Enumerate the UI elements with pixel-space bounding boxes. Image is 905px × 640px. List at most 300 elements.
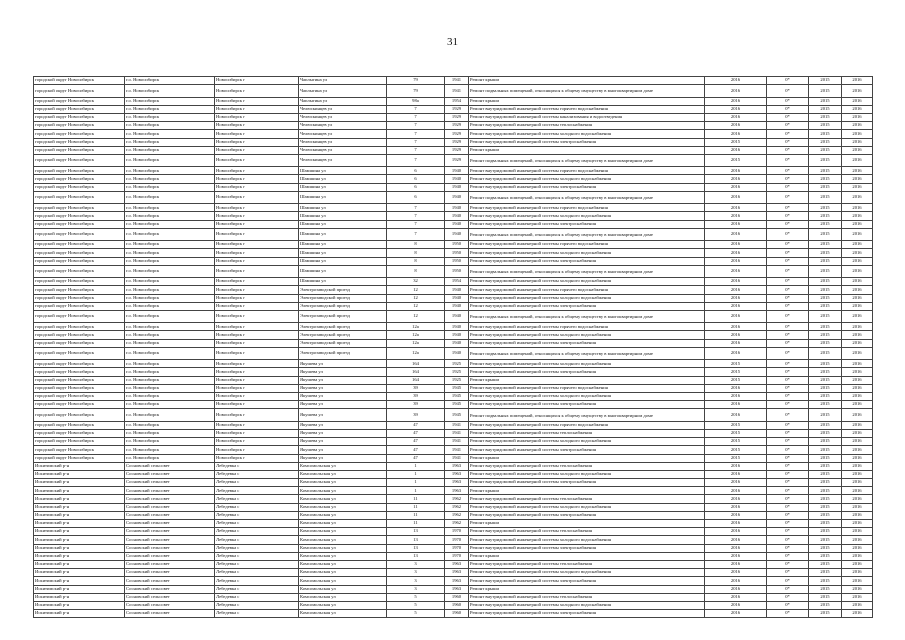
cell-work-type: Ремонт внутридомовой инженерной системы холодного водоснабжения [469, 130, 705, 138]
cell-year-built: 1940 [445, 294, 469, 302]
cell-municipality: Искитимский р-н [34, 544, 125, 552]
cell-year-built: 1954 [445, 97, 469, 105]
cell-work-type: Ремонт внутридомовой инженерной системы теплоснабжения [469, 429, 705, 437]
cell-street: Электрозаводской проезд [299, 286, 387, 294]
cell-street: Шамшина ул [299, 228, 387, 240]
cell-year-min: 0* [767, 77, 809, 85]
cell-house: 1 [387, 479, 445, 487]
cell-year-start: 2016 [705, 257, 767, 265]
cell-year-from: 2015 [809, 446, 842, 454]
cell-year-from: 2015 [809, 479, 842, 487]
cell-municipality: городской округ Новосибирск [34, 175, 125, 183]
cell-house: 7 [387, 204, 445, 212]
cell-year-built: 1940 [445, 347, 469, 359]
cell-year-to: 2016 [842, 113, 873, 121]
cell-settlement-type: г.о. Новосибирск [125, 409, 215, 421]
cell-house: 39 [387, 401, 445, 409]
table-row [34, 610, 873, 618]
cell-year-to: 2016 [842, 577, 873, 585]
cell-year-start: 2016 [705, 97, 767, 105]
cell-house: 79 [387, 77, 445, 85]
cell-year-built: 1970 [445, 552, 469, 560]
cell-house: 7 [387, 228, 445, 240]
cell-year-to: 2016 [842, 479, 873, 487]
cell-year-from: 2015 [809, 294, 842, 302]
table-row [34, 228, 873, 240]
cell-year-to: 2016 [842, 560, 873, 568]
cell-locality: Новосибирск г [215, 384, 299, 392]
cell-year-min: 0* [767, 454, 809, 462]
cell-locality: Новосибирск г [215, 154, 299, 166]
cell-year-start: 2016 [705, 339, 767, 347]
cell-settlement-type: г.о. Новосибирск [125, 429, 215, 437]
table-row [34, 384, 873, 392]
cell-year-built: 1941 [445, 421, 469, 429]
cell-street: Шамшина ул [299, 278, 387, 286]
cell-settlement-type: Сосновский сельсовет [125, 601, 215, 609]
cell-street: Шамшина ул [299, 204, 387, 212]
cell-street: Комсомольская ул [299, 528, 387, 536]
cell-year-from: 2015 [809, 105, 842, 113]
cell-municipality: городской округ Новосибирск [34, 409, 125, 421]
cell-municipality: городской округ Новосибирск [34, 376, 125, 384]
cell-year-start: 2016 [705, 204, 767, 212]
cell-work-type: Ремонт внутридомовой инженерной системы теплоснабжения [469, 560, 705, 568]
cell-year-from: 2015 [809, 438, 842, 446]
cell-year-built: 1940 [445, 302, 469, 310]
cell-year-min: 0* [767, 323, 809, 331]
cell-work-type: Ремонт внутридомовой инженерной системы холодного водоснабжения [469, 470, 705, 478]
cell-settlement-type: г.о. Новосибирск [125, 113, 215, 121]
cell-year-min: 0* [767, 122, 809, 130]
cell-year-built: 1940 [445, 175, 469, 183]
cell-year-start: 2016 [705, 249, 767, 257]
cell-year-built: 1929 [445, 105, 469, 113]
cell-year-start: 2016 [705, 286, 767, 294]
cell-year-start: 2016 [705, 384, 767, 392]
cell-locality: Лебедевка с [215, 577, 299, 585]
cell-house: 5 [387, 610, 445, 618]
cell-locality: Новосибирск г [215, 175, 299, 183]
cell-house: 164 [387, 376, 445, 384]
cell-locality: Новосибирск г [215, 401, 299, 409]
cell-year-start: 2016 [705, 175, 767, 183]
table-row [34, 528, 873, 536]
cell-locality: Новосибирск г [215, 310, 299, 322]
cell-year-built: 1963 [445, 585, 469, 593]
cell-locality: Лебедевка с [215, 585, 299, 593]
table-row [34, 409, 873, 421]
cell-year-built: 1945 [445, 384, 469, 392]
cell-municipality: Искитимский р-н [34, 487, 125, 495]
cell-year-to: 2016 [842, 487, 873, 495]
table-row [34, 105, 873, 113]
cell-work-type: Ремонт внутридомовой инженерной системы холодного водоснабжения [469, 601, 705, 609]
cell-year-start: 2015 [705, 446, 767, 454]
cell-year-start: 2016 [705, 122, 767, 130]
cell-year-to: 2016 [842, 265, 873, 277]
cell-year-start: 2016 [705, 495, 767, 503]
cell-work-type: Ремонт внутридомовой инженерной системы электроснабжения [469, 257, 705, 265]
cell-year-start: 2016 [705, 220, 767, 228]
cell-year-to: 2016 [842, 228, 873, 240]
cell-year-to: 2016 [842, 454, 873, 462]
cell-work-type: Ремонт внутридомовой инженерной системы холодного водоснабжения [469, 175, 705, 183]
cell-street: Комсомольская ул [299, 577, 387, 585]
cell-year-from: 2015 [809, 487, 842, 495]
cell-year-min: 0* [767, 191, 809, 203]
cell-municipality: городской округ Новосибирск [34, 228, 125, 240]
cell-house: 11 [387, 511, 445, 519]
cell-year-start: 2016 [705, 294, 767, 302]
table-row [34, 294, 873, 302]
cell-municipality: Искитимский р-н [34, 495, 125, 503]
cell-year-min: 0* [767, 339, 809, 347]
cell-year-start: 2015 [705, 154, 767, 166]
table-row [34, 191, 873, 203]
cell-locality: Новосибирск г [215, 360, 299, 368]
cell-municipality: Искитимский р-н [34, 560, 125, 568]
table-row [34, 310, 873, 322]
cell-year-from: 2015 [809, 154, 842, 166]
cell-work-type: Ремонт внутридомовой инженерной системы горячего водоснабжения [469, 323, 705, 331]
cell-locality: Лебедевка с [215, 536, 299, 544]
cell-year-to: 2016 [842, 585, 873, 593]
cell-house: 8 [387, 257, 445, 265]
cell-locality: Новосибирск г [215, 376, 299, 384]
cell-year-from: 2015 [809, 310, 842, 322]
cell-work-type: Ремонт подвальных помещений, относящихся к общему имуществу в многоквартирном доме [469, 409, 705, 421]
cell-year-start: 2016 [705, 331, 767, 339]
cell-settlement-type: г.о. Новосибирск [125, 183, 215, 191]
cell-settlement-type: г.о. Новосибирск [125, 77, 215, 85]
cell-year-from: 2015 [809, 560, 842, 568]
cell-street: Комсомольская ул [299, 552, 387, 560]
cell-year-start: 2015 [705, 360, 767, 368]
cell-settlement-type: г.о. Новосибирск [125, 105, 215, 113]
cell-year-to: 2016 [842, 323, 873, 331]
cell-year-built: 1970 [445, 528, 469, 536]
cell-year-to: 2016 [842, 520, 873, 528]
cell-settlement-type: г.о. Новосибирск [125, 249, 215, 257]
cell-year-min: 0* [767, 228, 809, 240]
cell-settlement-type: Сосновский сельсовет [125, 610, 215, 618]
cell-street: Комсомольская ул [299, 569, 387, 577]
cell-year-built: 1929 [445, 154, 469, 166]
cell-municipality: Искитимский р-н [34, 536, 125, 544]
cell-locality: Новосибирск г [215, 323, 299, 331]
cell-settlement-type: г.о. Новосибирск [125, 212, 215, 220]
cell-year-to: 2016 [842, 175, 873, 183]
table-row [34, 511, 873, 519]
cell-year-from: 2015 [809, 392, 842, 400]
cell-work-type: Ремонт крыши [469, 585, 705, 593]
cell-year-built: 1929 [445, 122, 469, 130]
cell-house: 12а [387, 323, 445, 331]
cell-municipality: Искитимский р-н [34, 503, 125, 511]
cell-year-start: 2016 [705, 146, 767, 154]
cell-year-to: 2016 [842, 401, 873, 409]
cell-settlement-type: Сосновский сельсовет [125, 593, 215, 601]
cell-year-built: 1925 [445, 376, 469, 384]
cell-work-type: Ремонт подвальных помещений, относящихся к общему имуществу в многоквартирном доме [469, 310, 705, 322]
cell-year-to: 2016 [842, 392, 873, 400]
cell-year-start: 2015 [705, 368, 767, 376]
cell-year-min: 0* [767, 220, 809, 228]
cell-settlement-type: Сосновский сельсовет [125, 470, 215, 478]
cell-year-min: 0* [767, 310, 809, 322]
cell-settlement-type: г.о. Новосибирск [125, 154, 215, 166]
cell-work-type: Ремонт внутридомовой инженерной системы холодного водоснабжения [469, 278, 705, 286]
cell-year-from: 2015 [809, 577, 842, 585]
cell-work-type: Ремонт крыши [469, 376, 705, 384]
cell-year-to: 2016 [842, 130, 873, 138]
cell-municipality: городской округ Новосибирск [34, 368, 125, 376]
cell-year-start: 2016 [705, 130, 767, 138]
cell-year-to: 2016 [842, 146, 873, 154]
cell-year-from: 2015 [809, 77, 842, 85]
table-row [34, 462, 873, 470]
cell-street: Якушева ул [299, 438, 387, 446]
cell-house: 6 [387, 175, 445, 183]
cell-year-start: 2016 [705, 552, 767, 560]
cell-year-built: 1950 [445, 241, 469, 249]
cell-locality: Новосибирск г [215, 122, 299, 130]
cell-house: 6 [387, 191, 445, 203]
cell-year-to: 2016 [842, 105, 873, 113]
cell-settlement-type: Сосновский сельсовет [125, 544, 215, 552]
cell-house: 7 [387, 138, 445, 146]
cell-municipality: городской округ Новосибирск [34, 360, 125, 368]
cell-year-from: 2015 [809, 85, 842, 97]
cell-year-min: 0* [767, 585, 809, 593]
cell-year-to: 2016 [842, 339, 873, 347]
table-row [34, 392, 873, 400]
cell-work-type: Ремонт крыши [469, 552, 705, 560]
cell-settlement-type: г.о. Новосибирск [125, 446, 215, 454]
cell-street: Якушева ул [299, 376, 387, 384]
cell-house: 3 [387, 560, 445, 568]
cell-house: 39 [387, 384, 445, 392]
cell-house: 5 [387, 601, 445, 609]
cell-year-to: 2016 [842, 77, 873, 85]
cell-year-to: 2016 [842, 409, 873, 421]
cell-house: 32 [387, 278, 445, 286]
cell-work-type: Ремонт внутридомовой инженерной системы холодного водоснабжения [469, 212, 705, 220]
cell-year-min: 0* [767, 138, 809, 146]
cell-work-type: Ремонт внутридомовой инженерной системы электроснабжения [469, 368, 705, 376]
cell-settlement-type: г.о. Новосибирск [125, 97, 215, 105]
cell-year-to: 2016 [842, 601, 873, 609]
cell-locality: Новосибирск г [215, 446, 299, 454]
table-row [34, 167, 873, 175]
cell-year-start: 2016 [705, 401, 767, 409]
repair-schedule-table [33, 76, 873, 618]
cell-municipality: городской округ Новосибирск [34, 392, 125, 400]
cell-year-start: 2016 [705, 503, 767, 511]
cell-municipality: городской округ Новосибирск [34, 77, 125, 85]
cell-year-built: 1940 [445, 228, 469, 240]
cell-year-start: 2015 [705, 454, 767, 462]
cell-locality: Новосибирск г [215, 421, 299, 429]
cell-house: 164 [387, 368, 445, 376]
cell-work-type: Ремонт подвальных помещений, относящихся к общему имуществу в многоквартирном доме [469, 85, 705, 97]
cell-house: 7 [387, 212, 445, 220]
cell-locality: Новосибирск г [215, 331, 299, 339]
cell-municipality: городской округ Новосибирск [34, 154, 125, 166]
cell-locality: Новосибирск г [215, 105, 299, 113]
table-row [34, 331, 873, 339]
table-row [34, 470, 873, 478]
cell-house: 1 [387, 470, 445, 478]
cell-year-start: 2016 [705, 462, 767, 470]
cell-locality: Новосибирск г [215, 438, 299, 446]
cell-year-min: 0* [767, 167, 809, 175]
cell-house: 47 [387, 421, 445, 429]
cell-year-start: 2016 [705, 310, 767, 322]
cell-year-from: 2015 [809, 146, 842, 154]
cell-year-from: 2015 [809, 544, 842, 552]
cell-year-to: 2016 [842, 421, 873, 429]
cell-year-from: 2015 [809, 175, 842, 183]
cell-year-start: 2016 [705, 105, 767, 113]
cell-municipality: Искитимский р-н [34, 520, 125, 528]
cell-street: Комсомольская ул [299, 503, 387, 511]
cell-year-built: 1945 [445, 392, 469, 400]
table-row [34, 421, 873, 429]
cell-work-type: Ремонт внутридомовой инженерной системы горячего водоснабжения [469, 421, 705, 429]
table-row [34, 302, 873, 310]
table-row [34, 204, 873, 212]
cell-year-from: 2015 [809, 265, 842, 277]
table-row [34, 454, 873, 462]
cell-street: Комсомольская ул [299, 479, 387, 487]
cell-settlement-type: г.о. Новосибирск [125, 401, 215, 409]
cell-house: 7 [387, 113, 445, 121]
cell-year-to: 2016 [842, 360, 873, 368]
cell-municipality: городской округ Новосибирск [34, 241, 125, 249]
cell-year-min: 0* [767, 429, 809, 437]
cell-street: Челюскинцев ул [299, 146, 387, 154]
cell-settlement-type: г.о. Новосибирск [125, 286, 215, 294]
cell-municipality: городской округ Новосибирск [34, 138, 125, 146]
cell-settlement-type: г.о. Новосибирск [125, 85, 215, 97]
table-row [34, 122, 873, 130]
cell-year-built: 1940 [445, 339, 469, 347]
cell-municipality: Искитимский р-н [34, 552, 125, 560]
cell-street: Шамшина ул [299, 191, 387, 203]
cell-municipality: городской округ Новосибирск [34, 278, 125, 286]
cell-year-min: 0* [767, 495, 809, 503]
cell-year-to: 2016 [842, 97, 873, 105]
cell-year-built: 1940 [445, 323, 469, 331]
cell-year-built: 1941 [445, 438, 469, 446]
cell-year-to: 2016 [842, 220, 873, 228]
cell-year-built: 1940 [445, 191, 469, 203]
cell-year-min: 0* [767, 368, 809, 376]
table-row [34, 146, 873, 154]
cell-year-from: 2015 [809, 454, 842, 462]
cell-settlement-type: г.о. Новосибирск [125, 310, 215, 322]
table-row [34, 138, 873, 146]
cell-municipality: городской округ Новосибирск [34, 323, 125, 331]
cell-street: Комсомольская ул [299, 470, 387, 478]
cell-work-type: Ремонт подвальных помещений, относящихся к общему имуществу в многоквартирном доме [469, 265, 705, 277]
cell-year-from: 2015 [809, 429, 842, 437]
cell-year-to: 2016 [842, 278, 873, 286]
cell-year-from: 2015 [809, 384, 842, 392]
cell-house: 98а [387, 97, 445, 105]
cell-municipality: городской округ Новосибирск [34, 249, 125, 257]
cell-house: 1 [387, 462, 445, 470]
cell-house: 7 [387, 154, 445, 166]
cell-municipality: городской округ Новосибирск [34, 384, 125, 392]
table-row [34, 241, 873, 249]
cell-year-start: 2016 [705, 470, 767, 478]
cell-municipality: городской округ Новосибирск [34, 302, 125, 310]
cell-year-min: 0* [767, 577, 809, 585]
cell-house: 7 [387, 122, 445, 130]
cell-street: Челюскинцев ул [299, 138, 387, 146]
cell-year-from: 2015 [809, 470, 842, 478]
cell-year-built: 1963 [445, 577, 469, 585]
cell-year-min: 0* [767, 302, 809, 310]
cell-year-from: 2015 [809, 585, 842, 593]
cell-municipality: городской округ Новосибирск [34, 454, 125, 462]
cell-year-min: 0* [767, 384, 809, 392]
cell-year-built: 1941 [445, 429, 469, 437]
cell-locality: Новосибирск г [215, 85, 299, 97]
cell-year-start: 2016 [705, 409, 767, 421]
cell-settlement-type: Сосновский сельсовет [125, 487, 215, 495]
cell-year-min: 0* [767, 487, 809, 495]
cell-year-min: 0* [767, 331, 809, 339]
cell-municipality: Искитимский р-н [34, 610, 125, 618]
cell-municipality: Искитимский р-н [34, 470, 125, 478]
cell-work-type: Ремонт внутридомовой инженерной системы горячего водоснабжения [469, 286, 705, 294]
cell-year-from: 2015 [809, 228, 842, 240]
cell-year-start: 2016 [705, 610, 767, 618]
cell-locality: Лебедевка с [215, 511, 299, 519]
cell-settlement-type: г.о. Новосибирск [125, 265, 215, 277]
cell-municipality: Искитимский р-н [34, 462, 125, 470]
cell-year-min: 0* [767, 446, 809, 454]
cell-work-type: Ремонт внутридомовой инженерной системы горячего водоснабжения [469, 167, 705, 175]
cell-street: Комсомольская ул [299, 585, 387, 593]
cell-year-from: 2015 [809, 130, 842, 138]
cell-house: 6 [387, 167, 445, 175]
cell-house: 8 [387, 241, 445, 249]
cell-year-from: 2015 [809, 167, 842, 175]
cell-year-start: 2016 [705, 560, 767, 568]
cell-work-type: Ремонт крыши [469, 146, 705, 154]
cell-year-built: 1929 [445, 138, 469, 146]
cell-year-min: 0* [767, 511, 809, 519]
cell-locality: Новосибирск г [215, 257, 299, 265]
cell-locality: Лебедевка с [215, 593, 299, 601]
cell-locality: Новосибирск г [215, 368, 299, 376]
cell-settlement-type: Сосновский сельсовет [125, 552, 215, 560]
cell-year-to: 2016 [842, 241, 873, 249]
cell-house: 8 [387, 265, 445, 277]
cell-locality: Лебедевка с [215, 528, 299, 536]
cell-locality: Новосибирск г [215, 265, 299, 277]
cell-locality: Новосибирск г [215, 302, 299, 310]
cell-settlement-type: Сосновский сельсовет [125, 495, 215, 503]
cell-year-from: 2015 [809, 495, 842, 503]
cell-work-type: Ремонт крыши [469, 97, 705, 105]
cell-work-type: Ремонт внутридомовой инженерной системы канализования и водоотведения [469, 113, 705, 121]
